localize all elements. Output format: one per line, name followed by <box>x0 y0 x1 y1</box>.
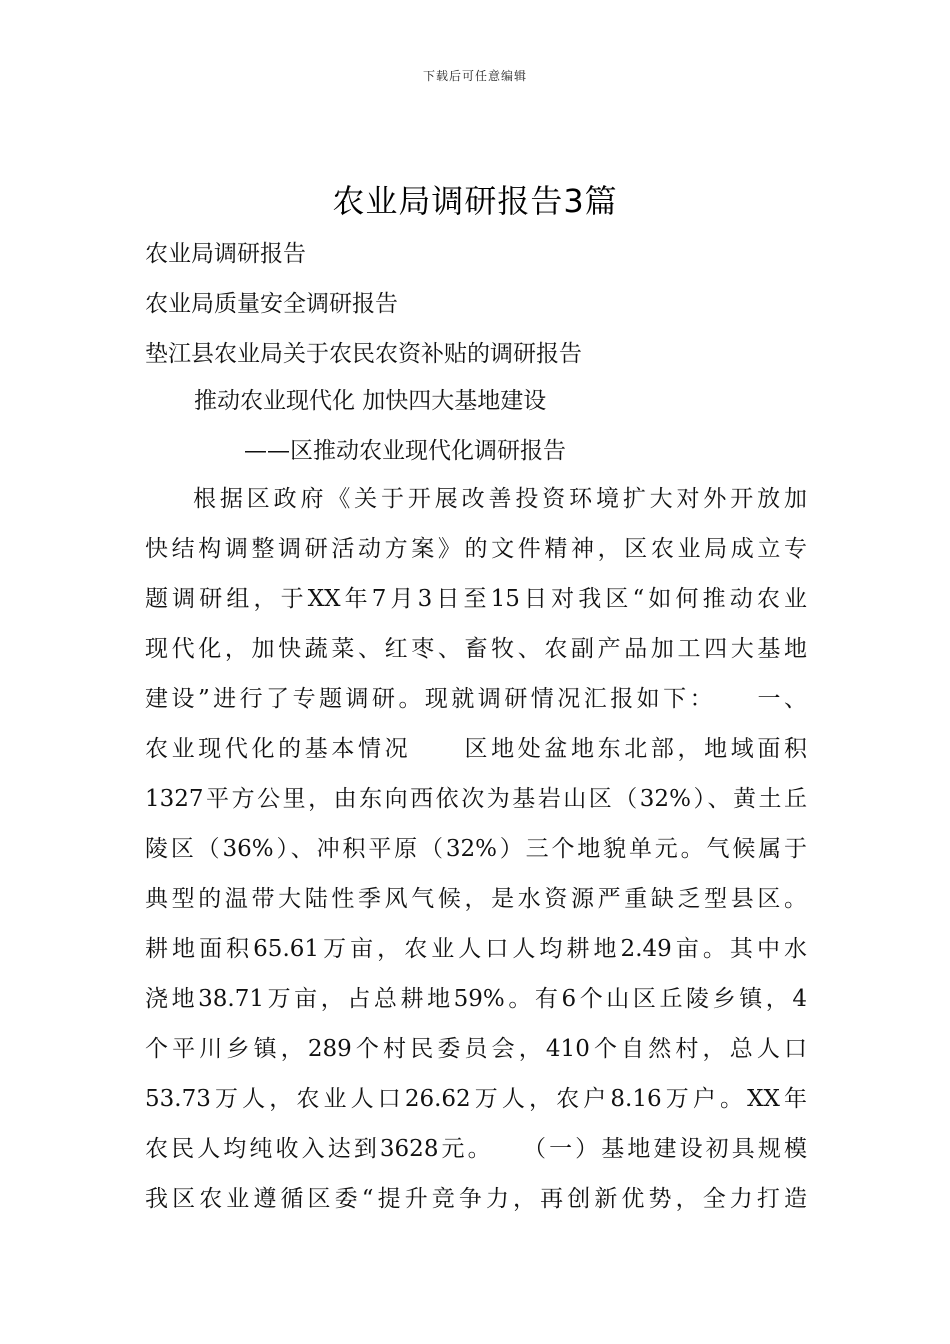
body-text <box>145 474 807 1224</box>
toc-item: 垫江县农业局关于农民农资补贴的调研报告 <box>145 341 582 367</box>
header-note: 下载后可任意编辑 <box>422 69 527 83</box>
document-title: 农业局调研报告3篇 <box>332 182 618 220</box>
body-line: 陵区（36%）、冲积平原（32%）三个地貌单元。气候属于 <box>145 836 807 862</box>
toc-item: 农业局调研报告 <box>145 241 306 267</box>
body-line: 耕地面积65.61万亩，农业人口人均耕地2.49亩。其中水 <box>145 936 807 962</box>
body-line: 浇地38.71万亩，占总耕地59%。有6个山区丘陵乡镇，4 <box>145 986 807 1012</box>
body-line: 53.73万人，农业人口26.62万人，农户8.16万户。XX年 <box>145 1086 807 1112</box>
body-line: 快结构调整调研活动方案》的文件精神，区农业局成立专 <box>145 536 807 562</box>
section-heading: 推动农业现代化 加快四大基地建设 <box>194 388 547 414</box>
body-line: 农业现代化的基本情况 区地处盆地东北部，地域面积 <box>145 736 807 762</box>
toc-item: 农业局质量安全调研报告 <box>145 291 398 317</box>
body-line: 根据区政府《关于开展改善投资环境扩大对外开放加 <box>193 486 807 512</box>
body-line: 现代化，加快蔬菜、红枣、畜牧、农副产品加工四大基地 <box>145 636 807 662</box>
body-line: 题调研组，于XX年7月3日至15日对我区“如何推动农业 <box>145 586 807 612</box>
table-of-contents <box>145 229 825 379</box>
body-line: 个平川乡镇，289个村民委员会，410个自然村，总人口 <box>145 1036 807 1062</box>
body-line: 典型的温带大陆性季风气候，是水资源严重缺乏型县区。 <box>145 886 807 912</box>
body-line: 农民人均纯收入达到3628元。 （一）基地建设初具规模 <box>145 1136 807 1162</box>
body-line: 1327平方公里，由东向西依次为基岩山区（32%）、黄土丘 <box>145 786 807 812</box>
body-line: 我区农业遵循区委“提升竞争力，再创新优势，全力打造 <box>145 1186 807 1212</box>
section-byline: ——区推动农业现代化调研报告 <box>244 438 566 464</box>
body-line: 建设”进行了专题调研。现就调研情况汇报如下： 一、 <box>145 686 807 712</box>
